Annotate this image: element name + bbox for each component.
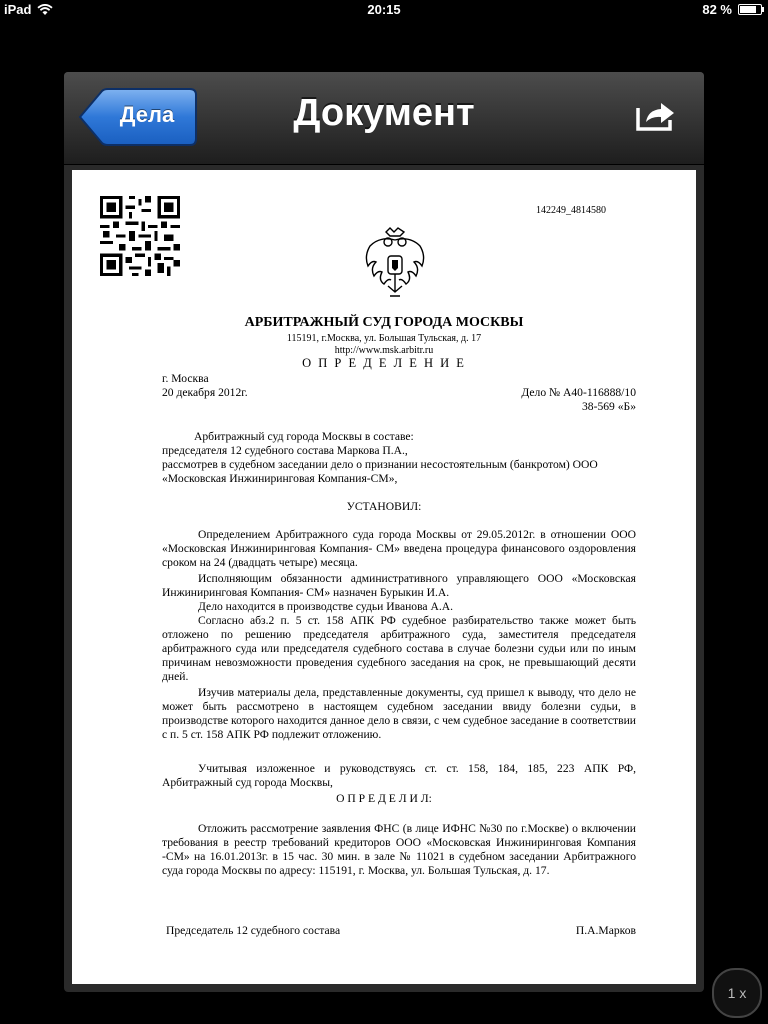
document-viewer xyxy=(64,72,704,992)
court-address: 115191, г.Москва, ул. Большая Тульская, д. 17 xyxy=(286,333,482,344)
document-page xyxy=(72,170,696,984)
document-city: г. Москва xyxy=(162,372,209,385)
paragraph-2: Исполняющим обязанности административного управляющего ООО «Московская Инжиниринговая Компания- СМ» назначен Бурыкин И.А. xyxy=(162,572,636,599)
qr-code-icon xyxy=(100,196,180,276)
battery-percent: 82 % xyxy=(702,2,732,17)
intro-line-4: «Московская Инжиниринговая Компания-СМ», xyxy=(162,472,398,485)
share-icon[interactable] xyxy=(634,98,676,132)
document-type: О П Р Е Д Е Л Е Н И Е xyxy=(302,356,466,370)
status-bar xyxy=(0,0,768,20)
paragraph-4: Согласно абз.2 п. 5 ст. 158 АПК РФ судебное разбирательство также может быть отложено по решению председателя арбитражного суда, заместителя председателя арбитражного суда или председателя судебного состава в случае болезни судьи или по иным причинам невозможности проведения судебного заседания на срок, не превышающий десяти дней. xyxy=(162,614,636,683)
paragraph-5: Изучив материалы дела, представленные документы, суд пришел к выводу, что дело не может быть рассмотрено в настоящем судебном заседании ввиду болезни судьи, в производстве которого находится данное дело в связи, с чем судебное заседание в соответствии с п. 5 ст. 158 АПК РФ подлежит отложению. xyxy=(162,686,636,741)
court-website: http://www.msk.arbitr.ru xyxy=(334,345,434,356)
case-sub-number: 38-569 «Б» xyxy=(582,400,636,413)
case-number: Дело № А40-116888/10 xyxy=(521,386,636,399)
navigation-bar xyxy=(64,72,704,165)
zoom-button[interactable]: 1 x xyxy=(712,968,762,1018)
status-time: 20:15 xyxy=(367,2,401,17)
intro-line-3: рассмотрев в судебном заседании дело о признании несостоятельным (банкротом) ООО xyxy=(162,458,598,471)
status-right xyxy=(702,2,762,17)
coat-of-arms-icon xyxy=(360,226,430,302)
decided-heading: О П Р Е Д Е Л И Л: xyxy=(336,792,432,805)
battery-icon xyxy=(738,4,762,15)
signature-name: П.А.Марков xyxy=(575,924,636,937)
document-date: 20 декабря 2012г. xyxy=(162,386,248,399)
paragraph-6: Учитывая изложенное и руководствуясь ст. ст. 158, 184, 185, 223 АПК РФ, Арбитражный суд города Москвы, xyxy=(162,762,636,789)
paragraph-7: Отложить рассмотрение заявления ФНС (в лице ИФНС №30 по г.Москве) о включении требования в реестр требований кредиторов ООО «Московская Инжиниринговая Компания -СМ» на 16.01.2013г. в 15 час. 30 мин. в зале № 11021 в судебном заседании Арбитражного суда города Москвы по адресу: 115191, г. Москва, ул. Большая Тульская, д. 17. xyxy=(162,822,636,877)
device-name: iPad xyxy=(4,2,32,17)
paragraph-1: Определением Арбитражного суда города Москвы от 29.05.2012г. в отношении ООО «Московская Инжиниринговая Компания- СМ» введена процедура финансового оздоровления сроком на 24 (двадцать четыре) месяца. xyxy=(162,528,636,569)
established-heading: УСТАНОВИЛ: xyxy=(346,500,422,513)
paragraph-3: Дело находится в производстве судьи Иванова А.А. xyxy=(198,600,454,613)
back-button-label: Дела xyxy=(119,102,175,127)
intro-line-2: председателя 12 судебного состава Маркова П.А., xyxy=(162,444,408,457)
document-id: 142249_4814580 xyxy=(536,205,606,216)
battery-fill xyxy=(740,6,756,13)
court-name: АРБИТРАЖНЫЙ СУД ГОРОДА МОСКВЫ xyxy=(244,315,524,330)
intro-line-1: Арбитражный суд города Москвы в составе: xyxy=(194,430,414,443)
signature-position: Председатель 12 судебного состава xyxy=(166,924,341,937)
nav-title: Документ xyxy=(293,92,475,134)
